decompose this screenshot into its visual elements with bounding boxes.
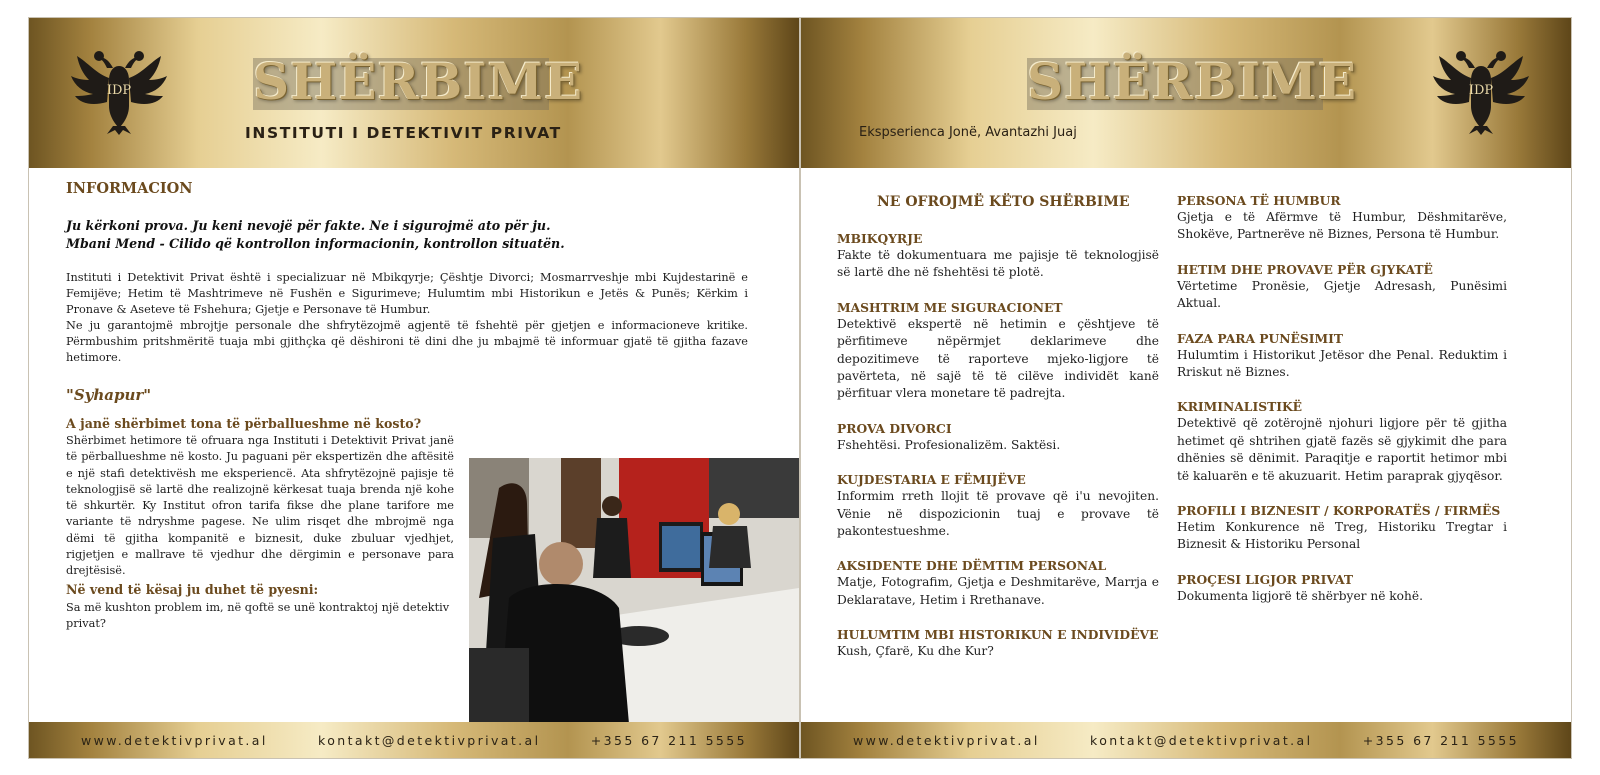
service-title: AKSIDENTE DHE DËMTIM PERSONAL <box>837 558 1107 574</box>
website-link[interactable]: www.detektivprivat.al <box>853 732 1040 748</box>
brand-title: SHËRBIME <box>253 52 584 111</box>
svg-text:IDP: IDP <box>106 83 132 98</box>
services-column-1 <box>837 230 1159 678</box>
lead-line-2: Mbani Mend - Cilido që kontrollon informacionin, kontrollon situatën. <box>66 236 565 251</box>
service-description: Fshehtësi. Profesionalizëm. Saktësi. <box>837 437 1061 452</box>
service-item <box>837 420 1159 454</box>
right-page <box>801 18 1571 758</box>
left-header <box>29 18 799 168</box>
service-item <box>1177 192 1507 244</box>
intro-paragraph-2: Ne ju garantojmë mbrojtje personale dhe shfrytëzojmë agjentë të fshehtë për gjetjen e informacioneve kritike. Përmbushim pritshmëritë tuaja mbi gjithçka që dëshironi të dini dhe ju mbajmë të informuar gjatë të gjitha fazave hetimore. <box>66 319 748 364</box>
service-item <box>1177 502 1507 554</box>
email-link[interactable]: kontakt@detektivprivat.al <box>1090 732 1313 748</box>
service-title: PERSONA TË HUMBUR <box>1177 193 1341 208</box>
tagline: Ekspserienca Jonë, Avantazhi Juaj <box>859 125 1077 140</box>
office-photo <box>469 458 799 724</box>
service-title: PROFILI I BIZNESIT / KORPORATËS / FIRMËS <box>1177 503 1501 519</box>
service-item <box>1177 571 1507 605</box>
service-title: PROVA DIVORCI <box>837 420 952 436</box>
services-column-2 <box>1177 192 1507 622</box>
faq-question-2: Në vend të kësaj ju duhet të pyesni: <box>66 582 319 597</box>
service-item <box>1177 398 1507 485</box>
brand-title-right: SHËRBIME <box>1027 52 1358 111</box>
phone-number[interactable]: +355 67 211 5555 <box>1362 732 1519 748</box>
service-item <box>837 230 1159 282</box>
service-title: KRIMINALISTIKË <box>1177 399 1303 415</box>
service-description: Gjetja e të Afërmve të Humbur, Dëshmitarëve, Shokëve, Partnerëve në Biznes, Persona të Humbur. <box>1177 210 1507 242</box>
service-title: PROÇESI LIGJOR PRIVAT <box>1177 571 1354 587</box>
service-description: Dokumenta ligjorë të shërbyer në kohë. <box>1177 588 1423 603</box>
info-heading: INFORMACION <box>66 180 193 197</box>
service-description: Matje, Fotografim, Gjetja e Deshmitarëve, Marrja e Deklaratave, Hetim i Rrethanave. <box>837 575 1159 607</box>
service-description: Kush, Çfarë, Ku dhe Kur? <box>837 644 994 659</box>
phone-number[interactable]: +355 67 211 5555 <box>590 732 747 748</box>
faq-question-1: A janë shërbimet tona të përballueshme në kosto? <box>66 416 422 431</box>
service-description: Hulumtim i Historikut Jetësor dhe Penal. Reduktim i Rriskut në Biznes. <box>1177 347 1507 380</box>
service-item <box>1177 330 1507 382</box>
intro-paragraph-1: Instituti i Detektivit Privat është i specializuar në Mbikqyrje; Çështje Divorci; Mosmarrveshje mbi Kujdestarinë e Femijëve; Hetim të Mashtrimeve në Fushën e Sigurimeve; Hulumtim mbi Historikun e Jetës & Punës; Kërkim i Pronave & Aseteve të Fshehura; Gjetje e Personave të Humbur. <box>66 271 748 316</box>
left-page <box>29 18 799 758</box>
brochure-spread <box>29 18 1571 758</box>
right-footer <box>801 722 1571 758</box>
service-item <box>837 299 1159 403</box>
right-header <box>801 18 1571 168</box>
service-description: Fakte të dokumentuara me pajisje të teknologjisë së lartë dhe në fshehtësi të plotë. <box>837 248 1159 280</box>
service-title: HULUMTIM MBI HISTORIKUN E INDIVIDËVE <box>837 627 1159 643</box>
service-description: Hetim Konkurence në Treg, Historiku Tregtar i Biznesit & Historiku Personal <box>1177 520 1507 552</box>
service-item <box>837 557 1159 609</box>
email-link[interactable]: kontakt@detektivprivat.al <box>318 732 541 748</box>
service-title: FAZA PARA PUNËSIMIT <box>1177 330 1344 346</box>
service-item <box>1177 261 1507 313</box>
service-description: Informim rreth llojit të provave që i'u nevojiten. Vënie në dispozicionin tuaj e provave të pakontestueshme. <box>837 489 1159 539</box>
website-link[interactable]: www.detektivprivat.al <box>81 732 268 748</box>
svg-text:IDP: IDP <box>1468 83 1494 98</box>
faq-heading: "Syhapur" <box>66 386 152 404</box>
faq-answer-1: Shërbimet hetimore të ofruara nga Instituti i Detektivit Privat janë të përballueshme në kosto. Ju paguani për ekspertizën dhe aftësitë e një stafi detektivësh me eksperiencë. Ata shfrytëzojnë pajisje të teknologjisë së lartë dhe realizojnë kërkesat tuaja brenda një kohe të shkurtër. Ky Institut ofron tarifa fikse dhe plane tarifore me variante të ndryshme pagese. Ne ulim risqet dhe mbrojmë nga dëmi të gjitha kompanitë e biznesit, duke zbuluar vjedhjet, rigjetjen e mallrave të vjedhur dhe dërgimin e personave para drejtësisë. <box>66 434 454 578</box>
services-heading: NE OFROJMË KËTO SHËRBIME <box>877 194 1130 210</box>
service-title: HETIM DHE PROVAVE PËR GJYKATË <box>1177 261 1433 277</box>
service-item <box>837 471 1159 540</box>
service-description: Detektivë që zotërojnë njohuri ligjore për të gjitha hetimet që shtrihen gjatë fazës së gjykimit dhe para dhënies së dënimit. Paraqitje e raportit hetimor mbi të kaluarën e të akuzuarit. Hetim paraprak gjyqësor. <box>1177 416 1507 483</box>
left-footer <box>29 722 799 758</box>
double-headed-eagle-icon <box>1431 36 1531 136</box>
double-headed-eagle-icon <box>69 36 169 136</box>
service-description: Vërtetime Pronësie, Gjetje Adresash, Punësimi Aktual. <box>1177 278 1507 311</box>
intro-body <box>66 270 748 366</box>
lead-line-1: Ju kërkoni prova. Ju keni nevojë për fakte. Ne i sigurojmë ato për ju. <box>66 218 551 233</box>
service-title: KUJDESTARIA E FËMIJËVE <box>837 472 1026 488</box>
service-title: MASHTRIM ME SIGURACIONET <box>837 299 1063 315</box>
faq-answer-2: Sa më kushton problem im, në qoftë se unë kontraktoj një detektiv privat? <box>66 601 450 631</box>
institute-subtitle: INSTITUTI I DETEKTIVIT PRIVAT <box>245 124 562 142</box>
service-description: Detektivë ekspertë në hetimin e çështjeve të përfitimeve nëpërmjet deklarimeve dhe depozitimeve të raporteve mjeko-ligjore të pavërteta, në sajë të të cilëve individët kanë përfituar vlera monetare të padrejta. <box>837 316 1159 401</box>
service-item <box>837 626 1159 660</box>
service-title: MBIKQYRJE <box>837 231 923 246</box>
lead-text <box>66 217 565 253</box>
